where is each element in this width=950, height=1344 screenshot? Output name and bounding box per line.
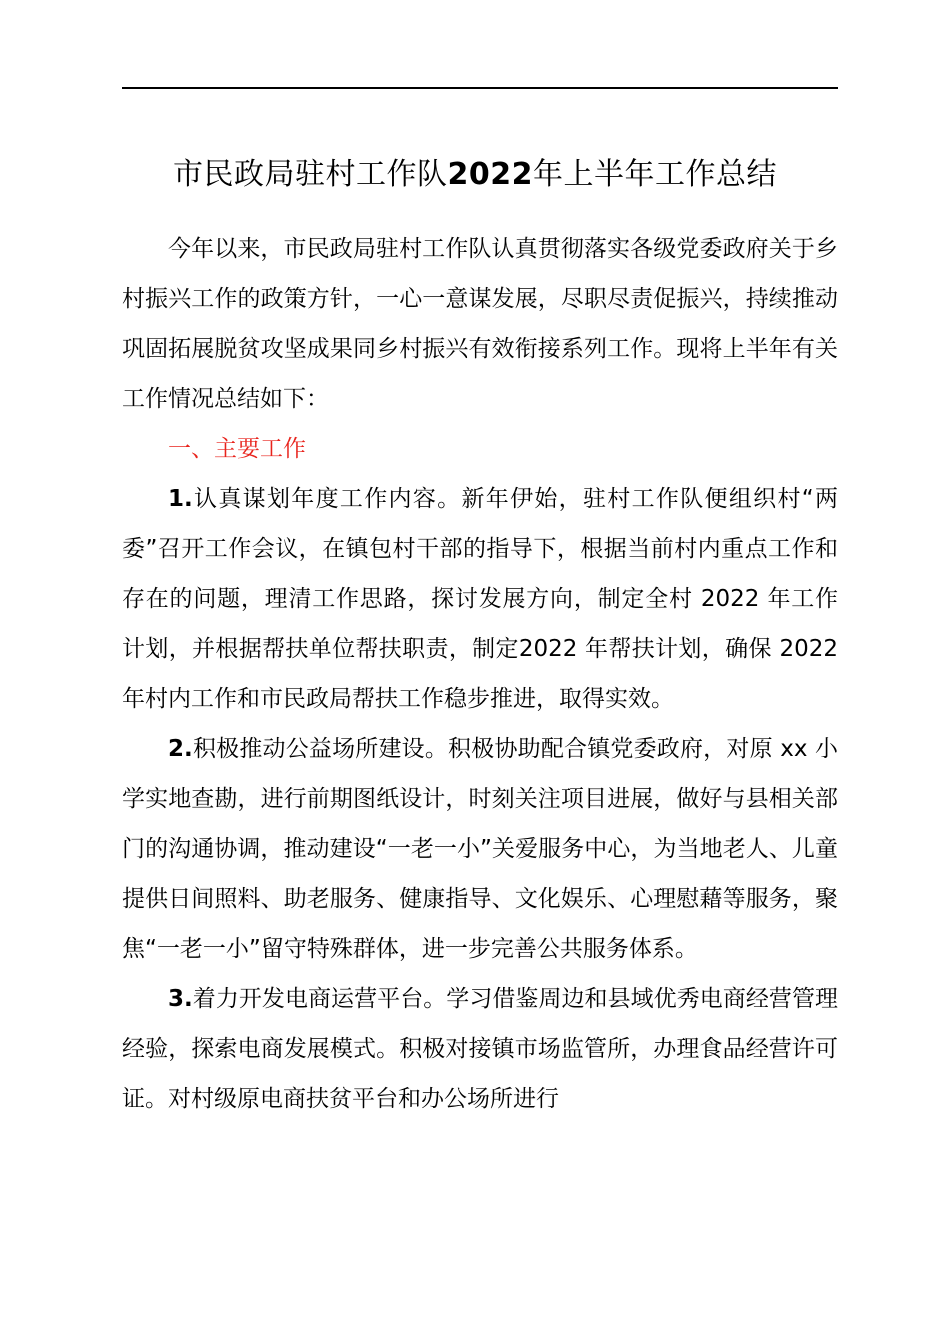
list-item	[122, 974, 838, 1124]
title-prefix: 市民政局驻村工作队	[173, 157, 448, 192]
list-item	[122, 474, 838, 724]
list-item	[122, 724, 838, 974]
item-number: 3.	[168, 986, 193, 1012]
document-body	[122, 224, 838, 1124]
intro-paragraph: 今年以来，市民政局驻村工作队认真贯彻落实各级党委政府关于乡村振兴工作的政策方针，一心一意谋发展，尽职尽责促振兴，持续推动巩固拓展脱贫攻坚成果同乡村振兴有效衔接系列工作。现将上半年有关工作情况总结如下：	[122, 236, 838, 412]
item-text: 着力开发电商运营平台。学习借鉴周边和县域优秀电商经营管理经验，探索电商发展模式。积极对接镇市场监管所，办理食品经营许可证。对村级原电商扶贫平台和办公场所进行	[122, 986, 838, 1112]
item-number: 1.	[168, 486, 193, 512]
item-number: 2.	[168, 736, 193, 762]
document-title	[0, 147, 950, 203]
item-text: 认真谋划年度工作内容。新年伊始，驻村工作队便组织村“两委”召开工作会议，在镇包村干部的指导下，根据当前村内重点工作和存在的问题，理清工作思路，探讨发展方向，制定全村 2022 年工作计划，并根据帮扶单位帮扶职责，制定2022 年帮扶计划，确保 2022 年村内工作和市民政局帮扶工作稳步推进，取得实效。	[122, 486, 838, 712]
section-heading: 一、主要工作	[168, 436, 306, 462]
item-text: 积极推动公益场所建设。积极协助配合镇党委政府，对原 xx 小学实地查勘，进行前期图纸设计，时刻关注项目进展，做好与县相关部门的沟通协调，推动建设“一老一小”关爱服务中心，为当地老人、儿童提供日间照料、助老服务、健康指导、文化娱乐、心理慰藉等服务，聚焦“一老一小”留守特殊群体，进一步完善公共服务体系。	[122, 736, 838, 962]
header-rule	[122, 87, 838, 89]
title-suffix: 年上半年工作总结	[533, 157, 777, 192]
title-year: 2022	[447, 157, 533, 192]
